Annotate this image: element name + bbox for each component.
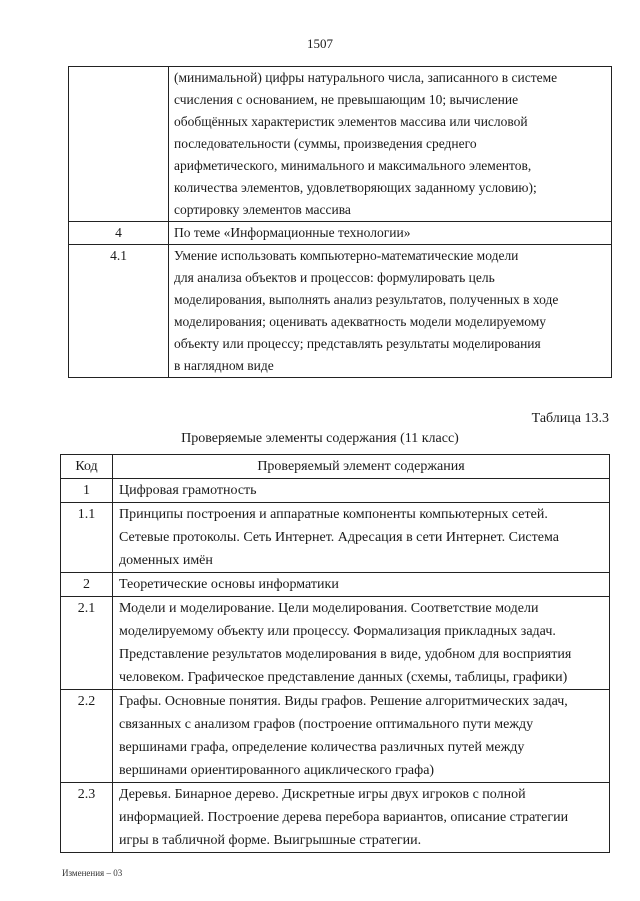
text-line: объекту или процессу; представлять результаты моделирования [174,336,541,351]
text-line: моделирования; оценивать адекватность модели моделируемому [174,314,547,329]
content-elements-table [60,454,610,853]
table-label: Таблица 13.3 [531,411,609,426]
text-line: в наглядном виде [174,358,274,373]
header-code: Код [61,455,113,479]
text-line: (минимальной) цифры натурального числа, записанного в системе [174,70,558,85]
code-cell: 2.1 [61,597,113,690]
code-cell: 4.1 [69,245,169,378]
text-line: доменных имён [119,553,213,568]
text-line: количества элементов, удовлетворяющих заданному условию); [174,180,537,195]
text-line: Цифровая грамотность [119,483,257,498]
table-row [69,67,612,222]
text-line: Теоретические основы информатики [119,577,339,592]
text-line: для анализа объектов и процессов: формулировать цель [174,270,495,285]
footer-revision: Изменения – 03 [62,868,123,878]
text-line: связанных с анализом графов (построение оптимального пути между [119,717,534,732]
table-row [61,503,610,573]
element-cell [169,222,612,245]
table-row [61,597,610,690]
table-row [61,783,610,853]
text-line: Умение использовать компьютерно-математические модели [174,248,519,263]
text-line: вершинами графа, определение количества различных путей между [119,740,525,755]
table-row [61,479,610,503]
table-row [61,690,610,783]
code-cell: 1 [61,479,113,503]
table-caption: Проверяемые элементы содержания (11 класс) [181,431,459,446]
element-cell [113,690,610,783]
table-header-row [61,455,610,479]
text-line: обобщённых характеристик элементов массива или числовой [174,114,528,129]
text-line: Модели и моделирование. Цели моделирования. Соответствие модели [119,601,539,616]
table-row [69,245,612,378]
text-line: Сетевые протоколы. Сеть Интернет. Адресация в сети Интернет. Система [119,530,559,545]
text-line: Деревья. Бинарное дерево. Дискретные игры двух игроков с полной [119,787,526,802]
code-cell [69,67,169,222]
text-line: информацией. Построение дерева перебора вариантов, описание стратегии [119,810,569,825]
code-cell: 1.1 [61,503,113,573]
text-line: человеком. Графическое представление данных (схемы, таблицы, графики) [119,670,568,685]
element-cell [169,245,612,378]
text-line: арифметического, минимального и максимального элементов, [174,158,532,173]
element-cell [113,573,610,597]
code-cell: 4 [69,222,169,245]
element-cell [113,783,610,853]
text-line: игры в табличной форме. Выигрышные стратегии. [119,833,422,848]
code-cell: 2.3 [61,783,113,853]
code-cell: 2 [61,573,113,597]
text-line: Представление результатов моделирования в виде, удобном для восприятия [119,647,572,662]
page-number: 1507 [307,36,333,51]
table-row [61,573,610,597]
element-cell [113,479,610,503]
header-element: Проверяемый элемент содержания [113,455,610,479]
text-line: счисления с основанием, не превышающим 10; вычисление [174,92,519,107]
table-row [69,222,612,245]
text-line: моделирования, выполнять анализ результатов, полученных в ходе [174,292,559,307]
continuation-table [68,66,612,378]
text-line: сортировку элементов массива [174,202,351,217]
element-cell [113,503,610,573]
element-cell [169,67,612,222]
text-line: Графы. Основные понятия. Виды графов. Решение алгоритмических задач, [119,694,568,709]
text-line: последовательности (суммы, произведения среднего [174,136,477,151]
text-line: моделируемому объекту или процессу. Формализация прикладных задач. [119,624,556,639]
code-cell: 2.2 [61,690,113,783]
element-cell [113,597,610,690]
text-line: По теме «Информационные технологии» [174,225,411,240]
text-line: Принципы построения и аппаратные компоненты компьютерных сетей. [119,507,548,522]
text-line: вершинами ориентированного ациклического графа) [119,763,435,778]
